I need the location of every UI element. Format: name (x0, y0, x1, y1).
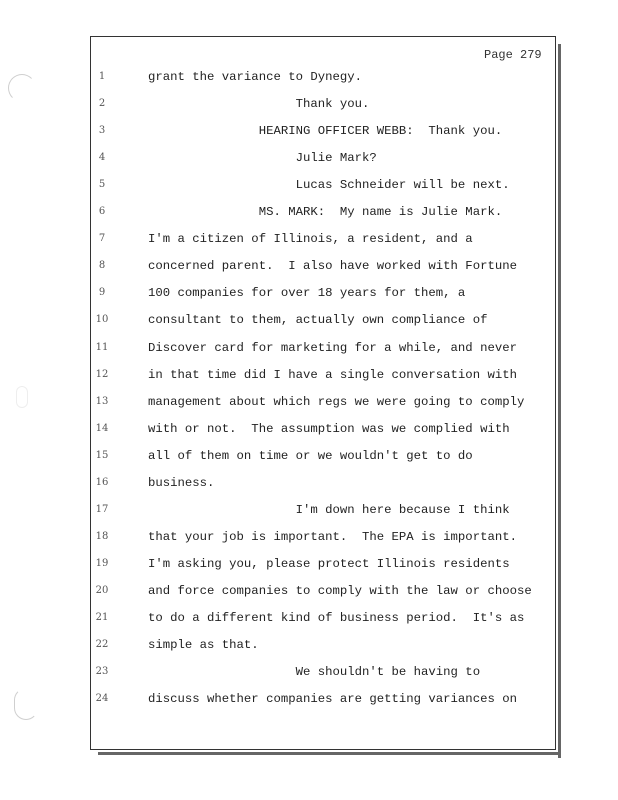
transcript-line: 100 companies for over 18 years for them, a (148, 286, 466, 301)
line-number: 20 (95, 584, 109, 596)
transcript-line: business. (148, 475, 215, 490)
transcript-line: concerned parent. I also have worked with Fortune (148, 259, 517, 274)
transcript-line: simple as that. (148, 638, 259, 653)
transcript-line: to do a different kind of business period. It's as (148, 611, 525, 625)
line-number: 10 (95, 314, 109, 326)
transcript-line: MS. MARK: My name is Julie Mark. (148, 205, 503, 220)
line-number: 14 (95, 422, 109, 434)
line-number: 9 (98, 287, 106, 299)
line-number: 4 (98, 152, 106, 164)
transcript-line: HEARING OFFICER WEBB: Thank you. (148, 124, 503, 139)
line-number: 12 (95, 368, 109, 380)
transcript-line: I'm asking you, please protect Illinois residents (148, 556, 510, 571)
transcript-line: Thank you. (148, 97, 370, 112)
line-number: 18 (95, 530, 109, 542)
binder-hole-bottom (14, 688, 38, 720)
line-number: 1 (98, 71, 106, 82)
transcript-line: in that time did I have a single conversation with (148, 367, 517, 382)
transcript-line: with or not. The assumption was we complied with (148, 421, 510, 436)
line-number: 8 (98, 260, 106, 272)
binder-hole-mid (16, 386, 28, 408)
line-number: 19 (95, 557, 109, 569)
line-number: 15 (95, 449, 109, 461)
transcript-line: discuss whether companies are getting variances on (148, 692, 517, 707)
transcript-line: consultant to them, actually own compliance of (148, 313, 488, 328)
transcript-line: management about which regs we were going to comply (148, 394, 525, 409)
line-number: 11 (95, 341, 109, 353)
line-number: 2 (98, 98, 106, 110)
line-number: 21 (95, 612, 109, 623)
line-number: 17 (95, 503, 109, 515)
page-shadow-bottom (98, 752, 560, 755)
transcript-line: that your job is important. The EPA is important. (148, 529, 517, 544)
line-number: 22 (95, 639, 109, 651)
transcript-line: Lucas Schneider will be next. (148, 178, 510, 193)
line-number: 3 (98, 125, 106, 137)
transcript-line: Julie Mark? (148, 151, 377, 166)
binder-hole-top (8, 74, 36, 102)
transcript-line: grant the variance to Dynegy. (148, 70, 363, 84)
transcript-line: Discover card for marketing for a while, and never (148, 340, 517, 355)
line-number: 24 (95, 693, 109, 705)
line-number: 16 (95, 476, 109, 488)
transcript-line: and force companies to comply with the law or choose (148, 583, 532, 598)
line-number: 23 (95, 666, 109, 678)
line-number: 7 (98, 233, 106, 245)
line-number: 13 (95, 395, 109, 407)
line-number: 5 (98, 179, 106, 191)
page-shadow-right (558, 44, 561, 758)
line-number: 6 (98, 206, 106, 218)
transcript-line: all of them on time or we wouldn't get to do (148, 448, 473, 463)
transcript-line: I'm down here because I think (148, 502, 510, 517)
transcript-line: I'm a citizen of Illinois, a resident, and a (148, 232, 473, 247)
transcript-line: We shouldn't be having to (148, 665, 481, 680)
page-number: Page 279 (484, 48, 542, 62)
